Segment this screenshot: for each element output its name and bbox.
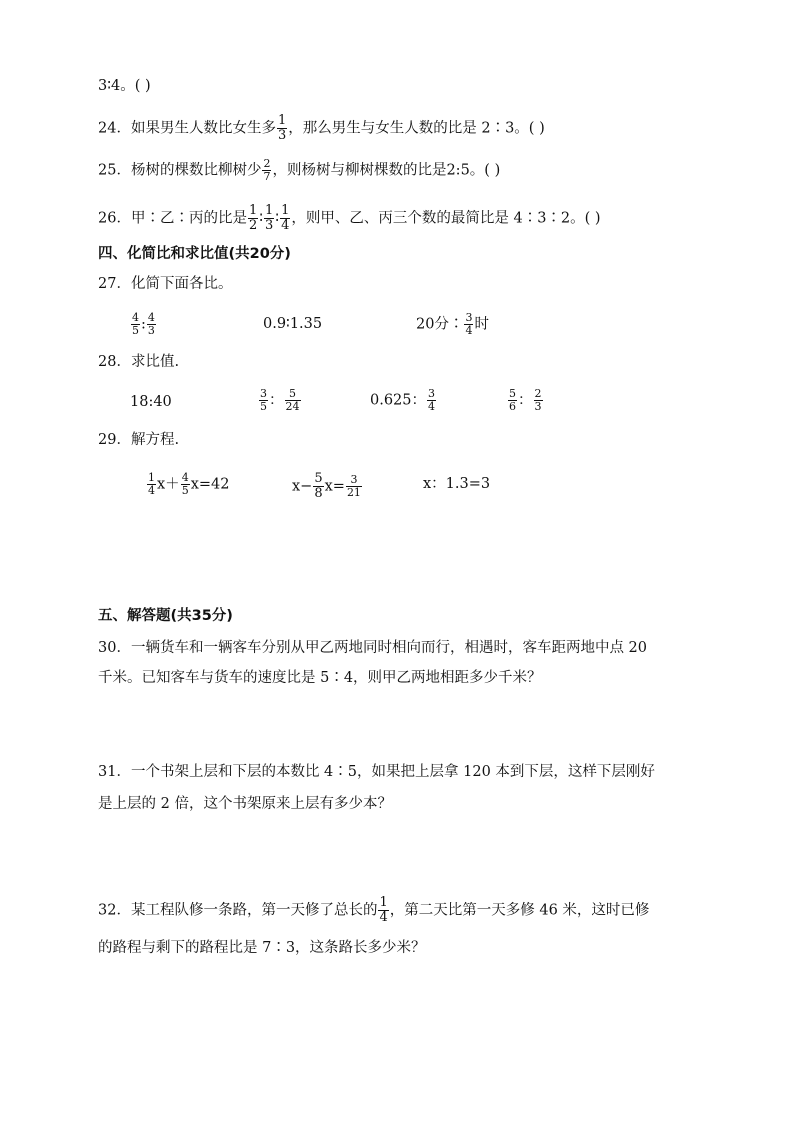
fraction: $\frac{5}{8}$ <box>314 471 323 501</box>
q27-item-b: 0.9∶1.35 <box>263 316 323 332</box>
q28-item-d: $\frac{5}{6}$ ： $\frac{2}{3}$ <box>509 387 542 413</box>
question-29-title: 29．解方程. <box>98 432 180 448</box>
question-31-line-1: 31．一个书架上层和下层的本数比 4∶5，如果把上层拿 120 本到下层，这样下层刚好 <box>98 764 655 780</box>
question-28-title: 28．求比值. <box>98 354 180 370</box>
fraction: $\frac{1}{4}$ <box>148 471 155 497</box>
q27-item-c: 20分∶ $\frac{3}{4}$ 时 <box>416 311 489 337</box>
fraction: $\frac{5}{6}$ <box>509 387 516 413</box>
fraction: $\frac{3}{5}$ <box>260 387 267 413</box>
fraction: $\frac{1}{3}$ <box>265 203 274 233</box>
q23-continuation: 3∶4。( ) <box>98 78 151 94</box>
question-26: 26．甲∶乙∶丙的比是 $\frac{1}{2}$ ∶ $\frac{1}{3}$ ∶ $\frac{1}{4}$ ，则甲、乙、丙三个数的最简比是 4∶3∶2。( ) <box>98 203 601 233</box>
q29-item-a: $\frac{1}{4}$ x＋ $\frac{4}{5}$ x=42 <box>148 471 230 497</box>
fraction: $\frac{1}{4}$ <box>281 203 290 233</box>
question-30-line-2: 千米。已知客车与货车的速度比是 5∶4，则甲乙两地相距多少千米？ <box>98 670 542 686</box>
q29-item-c: x：1.3=3 <box>423 476 491 492</box>
section-5-heading: 五、解答题(共35分) <box>98 608 233 624</box>
question-32-line-1: 32．某工程队修一条路，第一天修了总长的 $\frac{1}{4}$ ，第二天比第一天多修 46 米，这时已修 <box>98 895 650 925</box>
q28-item-c: 0.625： $\frac{3}{4}$ <box>370 387 436 413</box>
fraction: $\frac{5}{24}$ <box>285 387 300 413</box>
question-25: 25．杨树的棵数比柳树少 $\frac{2}{7}$ ，则杨树与柳树棵数的比是2:5。( ) <box>98 157 501 183</box>
fraction: $\frac{4}{5}$ <box>132 311 139 337</box>
fraction: $\frac{4}{5}$ <box>181 471 189 497</box>
fraction: $\frac{2}{7}$ <box>263 157 271 183</box>
answer-blank[interactable]: ( ) <box>528 120 545 137</box>
question-30-line-1: 30．一辆货车和一辆客车分别从甲乙两地同时相向而行，相遇时，客车距两地中点 20 <box>98 640 648 656</box>
q28-item-b: $\frac{3}{5}$ ： $\frac{5}{24}$ <box>260 387 300 413</box>
fraction: $\frac{3}{4}$ <box>465 311 473 337</box>
answer-blank[interactable]: ( ) <box>584 210 601 227</box>
section-4-heading: 四、化简比和求比值(共20分) <box>98 246 291 262</box>
q27-item-a: $\frac{4}{5}$ : $\frac{4}{3}$ <box>132 311 155 337</box>
answer-blank[interactable]: ( ) <box>484 162 501 179</box>
question-24: 24．如果男生人数比女生多 $\frac{1}{3}$ ，那么男生与女生人数的比是 2∶3。( ) <box>98 113 545 143</box>
question-27-title: 27．化简下面各比。 <box>98 276 233 292</box>
fraction: $\frac{1}{3}$ <box>277 113 287 143</box>
q28-item-a: 18:40 <box>130 394 172 410</box>
question-32-line-2: 的路程与剩下的路程比是 7∶3，这条路长多少米？ <box>98 940 426 956</box>
fraction: $\frac{3}{21}$ <box>346 473 361 499</box>
answer-blank[interactable]: ( ) <box>134 78 151 94</box>
fraction: $\frac{1}{2}$ <box>248 203 258 233</box>
fraction: $\frac{4}{3}$ <box>147 311 155 337</box>
fraction: $\frac{2}{3}$ <box>534 387 542 413</box>
q29-item-b: x− $\frac{5}{8}$ x= $\frac{3}{21}$ <box>292 471 361 501</box>
question-31-line-2: 是上层的 2 倍，这个书架原来上层有多少本？ <box>98 796 392 812</box>
fraction: $\frac{1}{4}$ <box>379 895 388 925</box>
fraction: $\frac{3}{4}$ <box>428 387 436 413</box>
